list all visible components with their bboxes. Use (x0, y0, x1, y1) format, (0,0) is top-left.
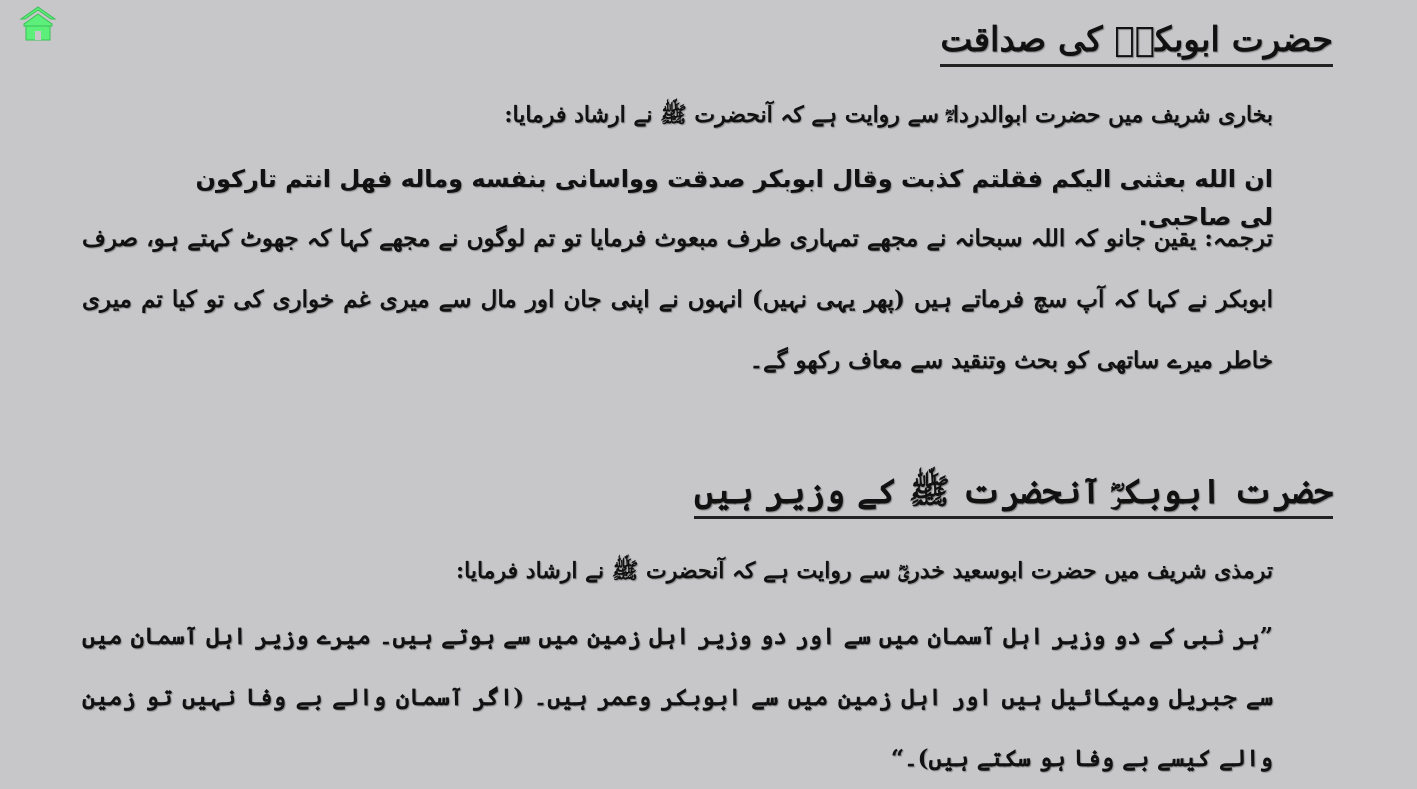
urdu-translation: ترجمہ: یقین جانو کہ اللہ سبحانہ نے مجھے تمہاری طرف مبعوث فرمایا تو تم لوگوں نے مجھے کہا کہ جھوٹ کہتے ہو، صرف ابوبکر نے کہا کہ آپ سچ فرماتے ہیں (پھر یہی نہیں) انہوں نے اپنی جان اور مال سے میری غم خواری کی تو کیا تم میری خاطر میرے ساتھی کو بحث وتنقید سے معاف رکھو گے۔ (82, 225, 1273, 374)
section-heading-sadaqat: حضرت ابوبکرؓ کی صداقت (940, 18, 1333, 67)
home-icon (18, 4, 58, 42)
hadith-quote-wazir: ”ہر نبی کے دو وزیر اہل آسمان میں سے اور دو وزیر اہل زمین میں سے ہوتے ہیں۔ میرے وزیر اہل آسمان میں سے جبریل ومیکائیل ہیں اور اہل زمین میں سے ابوبکر وعمر ہیں۔ (اگر آسمان والے بے وفا نہیں تو زمین والے کیسے بے وفا ہو سکتے ہیں)۔“ (82, 623, 1274, 772)
hadith-intro-tirmidhi: ترمذی شریف میں حضرت ابوسعید خدریؓ سے روایت ہے کہ آنحضرت ﷺ نے ارشاد فرمایا: (456, 558, 1273, 584)
hadith-intro-bukhari: بخاری شریف میں حضرت ابوالدرداءؓ سے روایت ہے کہ آنحضرت ﷺ نے ارشاد فرمایا: (504, 102, 1273, 128)
article (60, 0, 1345, 780)
section-heading-wazir: حضرت ابوبکرؓ آنحضرت ﷺ کے وزیر ہیں (694, 470, 1333, 519)
arabic-hadith-text: ان الله بعثنی الیکم فقلتم کذبت وقال ابوبکر صدقت وواسانی بنفسه وماله فهل انتم تارکون لی صاحبی. (195, 165, 1273, 231)
home-button[interactable] (18, 4, 58, 42)
